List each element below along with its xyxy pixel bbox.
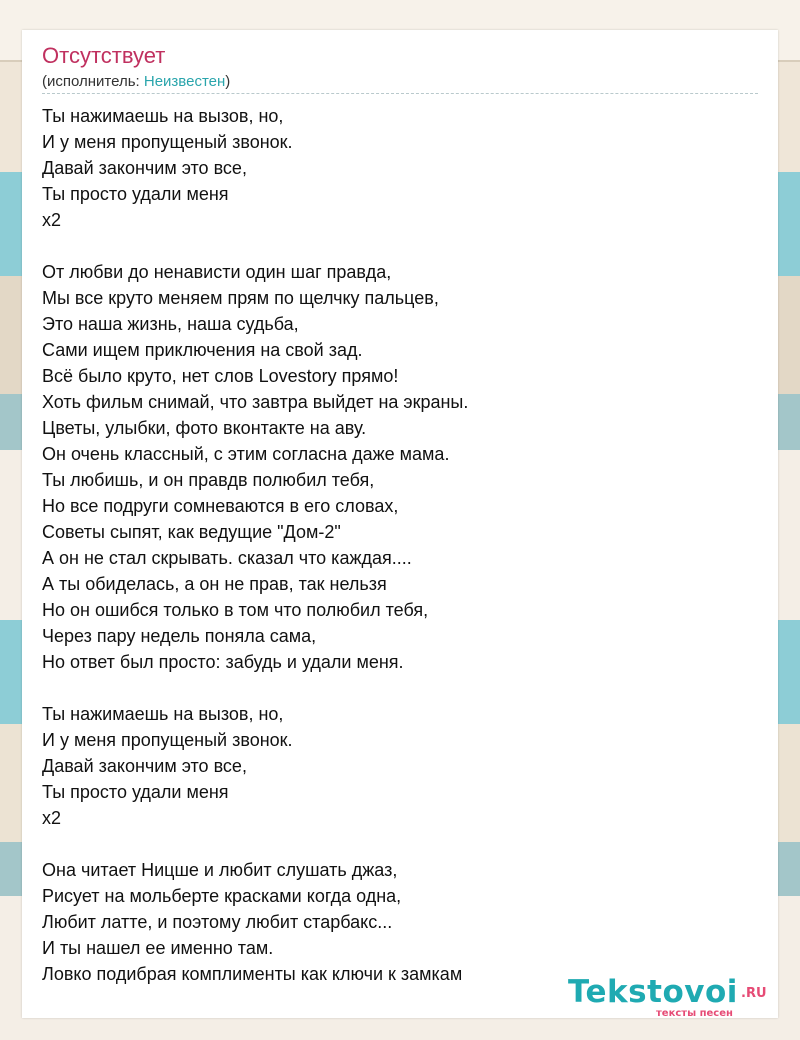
lyric-line: Давай закончим это все, bbox=[42, 756, 247, 776]
logo-name: Tekstovoi bbox=[568, 974, 738, 1010]
lyric-line: Она читает Ницше и любит слушать джаз, bbox=[42, 860, 398, 880]
artist-link[interactable]: Неизвестен bbox=[143, 73, 226, 90]
lyric-line: И у меня пропущеный звонок. bbox=[42, 132, 293, 152]
lyric-line: Любит латте, и поэтому любит старбакс... bbox=[42, 912, 393, 932]
lyrics-card bbox=[22, 30, 778, 1018]
site-logo[interactable] bbox=[568, 974, 778, 1026]
lyric-line: Ты нажимаешь на вызов, но, bbox=[42, 704, 284, 724]
lyric-line: x2 bbox=[42, 808, 62, 828]
lyric-line: Через пару недель поняла сама, bbox=[42, 626, 317, 646]
logo-tagline: тексты песен bbox=[656, 1008, 733, 1019]
lyric-line: Он очень классный, с этим согласна даже мама. bbox=[42, 444, 450, 464]
lyric-line: Сами ищем приключения на свой зад. bbox=[42, 340, 363, 360]
lyric-line: Цветы, улыбки, фото вконтакте на аву. bbox=[42, 418, 367, 438]
lyric-line bbox=[42, 831, 758, 857]
lyric-line: А ты обиделась, а он не прав, так нельзя bbox=[42, 574, 387, 594]
lyric-line: x2 bbox=[42, 210, 62, 230]
lyric-line: Хоть фильм снимай, что завтра выйдет на экраны. bbox=[42, 392, 469, 412]
lyric-line: Давай закончим это все, bbox=[42, 158, 247, 178]
logo-tld: .RU bbox=[741, 986, 767, 1001]
lyrics-text bbox=[42, 103, 758, 987]
artist-prefix: (исполнитель: bbox=[42, 73, 144, 90]
lyric-line: Мы все круто меняем прям по щелчку пальцев, bbox=[42, 288, 439, 308]
lyric-line: Рисует на мольберте красками когда одна, bbox=[42, 886, 402, 906]
lyric-line: И у меня пропущеный звонок. bbox=[42, 730, 293, 750]
lyric-line: Всё было круто, нет слов Lovestory прямо! bbox=[42, 366, 399, 386]
artist-suffix: ) bbox=[225, 73, 231, 90]
lyric-line bbox=[42, 675, 758, 701]
lyric-line: Ты просто удали меня bbox=[42, 782, 229, 802]
lyric-line bbox=[42, 233, 758, 259]
lyric-line: Но он ошибся только в том что полюбил тебя, bbox=[42, 600, 429, 620]
lyric-line: Ловко подибрая комплименты как ключи к замкам bbox=[42, 964, 463, 984]
lyric-line: Советы сыпят, как ведущие "Дом-2" bbox=[42, 522, 341, 542]
lyric-line: Это наша жизнь, наша судьба, bbox=[42, 314, 299, 334]
lyric-line: А он не стал скрывать. сказал что каждая.... bbox=[42, 548, 412, 568]
lyric-line: Ты любишь, и он правдв полюбил тебя, bbox=[42, 470, 375, 490]
lyric-line: Ты просто удали меня bbox=[42, 184, 229, 204]
lyric-line: Но все подруги сомневаются в его словах, bbox=[42, 496, 399, 516]
lyric-line: Ты нажимаешь на вызов, но, bbox=[42, 106, 284, 126]
lyric-line: Но ответ был просто: забудь и удали меня. bbox=[42, 652, 404, 672]
title-divider bbox=[42, 93, 758, 94]
artist-line bbox=[42, 73, 230, 91]
song-title: Отсутствует bbox=[42, 43, 166, 68]
lyric-line: И ты нашел ее именно там. bbox=[42, 938, 274, 958]
lyric-line: От любви до ненависти один шаг правда, bbox=[42, 262, 392, 282]
